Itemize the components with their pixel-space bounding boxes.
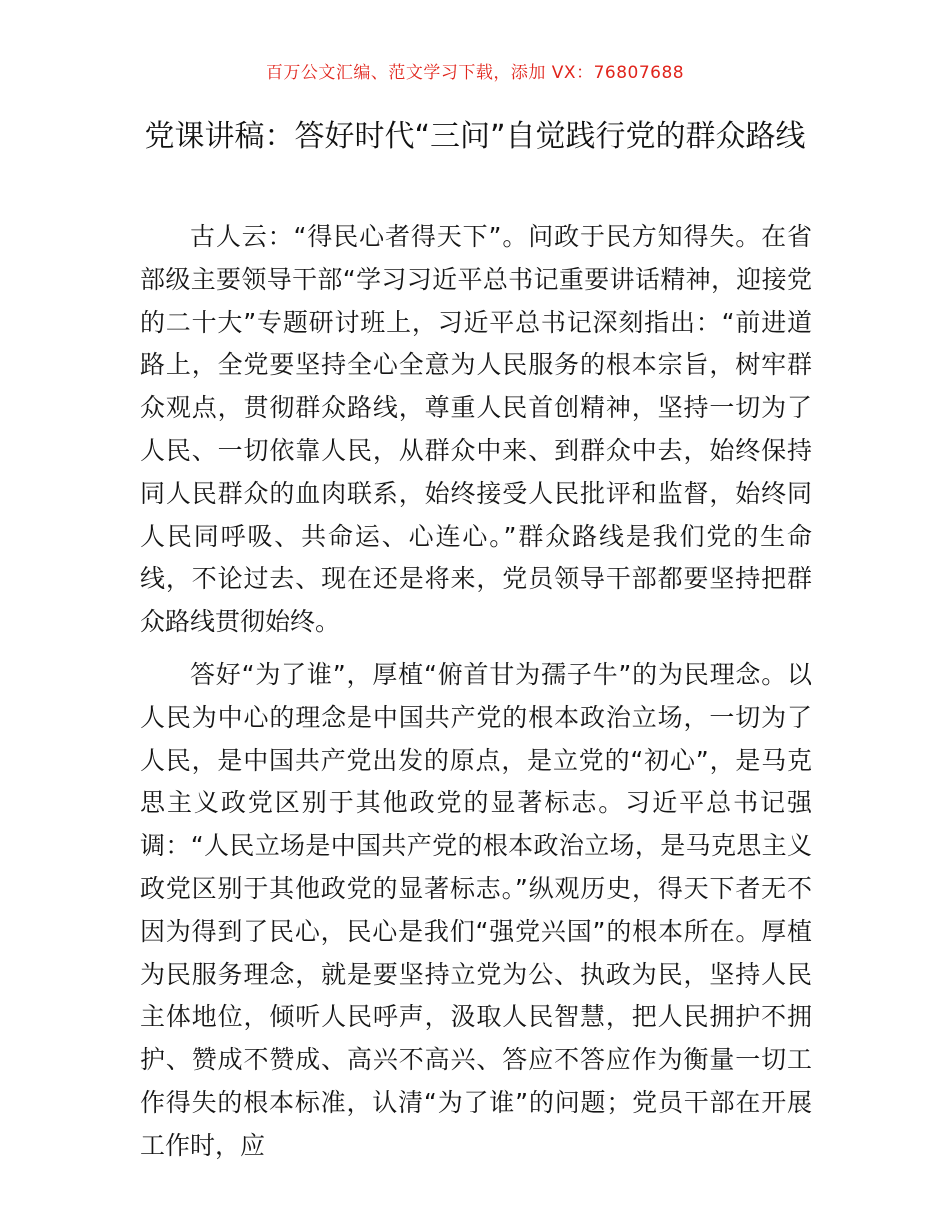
- paragraph-for-whom: 答好“为了谁”，厚植“俯首甘为孺子牛”的为民理念。以人民为中心的理念是中国共产党的根本政治立场，一切为了人民，是中国共产党出发的原点，是立党的“初心”，是马克思主义政党区别于其他政党的显著标志。习近平总书记强调：“人民立场是中国共产党的根本政治立场，是马克思主义政党区别于其他政党的显著标志。”纵观历史，得天下者无不因为得到了民心，民心是我们“强党兴国”的根本所在。厚植为民服务理念，就是要坚持立党为公、执政为民，坚持人民主体地位，倾听人民呼声，汲取人民智慧，把人民拥护不拥护、赞成不赞成、高兴不高兴、答应不答应作为衡量一切工作得失的根本标准，认清“为了谁”的问题；党员干部在开展工作时，应: [140, 659, 812, 1160]
- document-title: 党课讲稿：答好时代“三问”自觉践行党的群众路线: [144, 119, 806, 154]
- paragraph-intro: 古人云：“得民心者得天下”。问政于民方知得失。在省部级主要领导干部“学习习近平总书记重要讲话精神，迎接党的二十大”专题研讨班上，习近平总书记深刻指出：“前进道路上，全党要坚持全心全意为人民服务的根本宗旨，树牢群众观点，贯彻群众路线，尊重人民首创精神，坚持一切为了人民、一切依靠人民，从群众中来、到群众中去，始终保持同人民群众的血肉联系，始终接受人民批评和监督，始终同人民同呼吸、共命运、心连心。”群众路线是我们党的生命线，不论过去、现在还是将来，党员领导干部都要坚持把群众路线贯彻始终。: [140, 222, 812, 637]
- header-watermark-note: 百万公文汇编、范文学习下载，添加 VX：76807688: [265, 63, 685, 83]
- document-body: [140, 216, 812, 1178]
